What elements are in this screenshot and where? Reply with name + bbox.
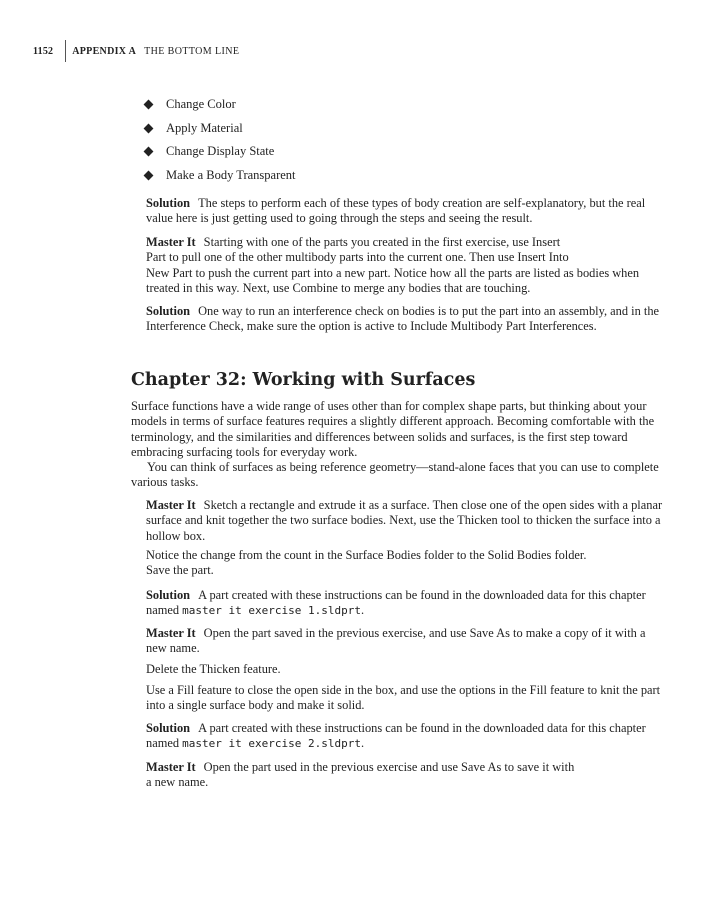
master-it-label: Master It [146, 760, 196, 774]
solution-label: Solution [146, 588, 191, 602]
master-it-paragraph-2 [146, 498, 666, 544]
punctuation: . [360, 603, 365, 618]
master-it-line [146, 235, 666, 250]
master-it-line: New Part to push the current part into a new part. Notice how all the parts are listed as bodies when treated in this way. Next, use Combine to merge any bodies that are touching. [146, 265, 640, 295]
diamond-bullet-icon [144, 170, 154, 180]
solution-paragraph-1 [146, 196, 666, 227]
chapter-title: Chapter 32: Working with Surfaces [131, 370, 476, 390]
master-it-text: Starting with one of the parts you created in the first exercise, use Insert [203, 235, 561, 249]
solution-label: Solution [146, 304, 191, 318]
punctuation: . [360, 736, 365, 751]
solution-paragraph-3 [146, 588, 666, 619]
master-it-text: Open the part used in the previous exercise and use Save As to save it with [203, 760, 575, 774]
notice-line: Save the part. [146, 563, 214, 578]
solution-text: A part created with these instructions can be found in the downloaded data for this chapter named [146, 721, 646, 751]
master-it-label: Master It [146, 235, 196, 249]
solution-paragraph-2 [146, 304, 666, 335]
master-it-paragraph-3 [146, 626, 666, 657]
master-it-paragraph-1 [146, 235, 666, 296]
master-it-text: Sketch a rectangle and extrude it as a surface. Then close one of the open sides with a planar surface and knit together the two surface bodies. Next, use the Thicken tool to thicken the surface into a hollow box. [146, 498, 663, 543]
intro-paragraph: Surface functions have a wide range of uses other than for complex shape parts, but thinking about your models in terms of surface features requires a slightly different approach. Becoming comfortable with the terminology, and the similarities and differences between solids and surfaces, is the first step toward embracing surfacing tools for everyday work. [131, 399, 655, 459]
delete-text: Delete the Thicken feature. [146, 662, 281, 676]
bullet-text: Make a Body Transparent [166, 167, 296, 182]
diamond-bullet-icon [144, 100, 154, 110]
appendix-label: APPENDIX A [72, 45, 137, 57]
appendix-title: THE BOTTOM LINE [144, 45, 240, 57]
master-it-text: Open the part saved in the previous exercise, and use Save As to make a copy of it with a new name. [146, 626, 646, 656]
diamond-bullet-icon [144, 147, 154, 157]
master-it-paragraph-4 [146, 760, 666, 791]
fill-text: Use a Fill feature to close the open side in the box, and use the options in the Fill feature to knit the part into a single surface body and make it solid. [146, 683, 661, 713]
solution-paragraph-4 [146, 721, 666, 752]
solution-text: The steps to perform each of these types of body creation are self-explanatory, but the real value here is just getting used to going through the steps and seeing the result. [146, 196, 646, 226]
running-header [33, 40, 239, 62]
intro-paragraph: You can think of surfaces as being reference geometry—stand-alone faces that you can use to complete various tasks. [131, 460, 659, 490]
master-it-line [146, 760, 666, 775]
master-it-label: Master It [146, 498, 196, 512]
bullet-text: Apply Material [166, 120, 243, 135]
bullet-text: Change Display State [166, 144, 275, 159]
bullet-item [144, 117, 296, 141]
solution-text: One way to run an interference check on bodies is to put the part into an assembly, and in the Interference Check, make sure the option is active to Include Multibody Part Interferences. [146, 304, 660, 334]
bullet-text: Change Color [166, 97, 236, 112]
chapter-intro [131, 399, 665, 491]
bullet-item [144, 164, 296, 188]
bullet-item [144, 140, 296, 164]
header-divider [65, 40, 66, 62]
diamond-bullet-icon [144, 123, 154, 133]
solution-label: Solution [146, 721, 191, 735]
solution-label: Solution [146, 196, 191, 210]
master-it-line: a new name. [146, 775, 209, 790]
solution-text: A part created with these instructions can be found in the downloaded data for this chapter named [146, 588, 646, 618]
bullet-list [144, 93, 296, 187]
file-name-code: master it exercise 2.sldprt [182, 737, 361, 751]
master-it-label: Master It [146, 626, 196, 640]
file-name-code: master it exercise 1.sldprt [182, 604, 361, 618]
fill-paragraph [146, 683, 666, 714]
bullet-item [144, 93, 296, 117]
master-it-line: Part to pull one of the other multibody parts into the current one. Then use Insert Into [146, 250, 569, 265]
notice-line: Notice the change from the count in the Surface Bodies folder to the Solid Bodies folder. [146, 548, 587, 562]
notice-paragraph [146, 548, 666, 579]
delete-paragraph [146, 662, 666, 677]
page-number: 1152 [33, 45, 54, 57]
